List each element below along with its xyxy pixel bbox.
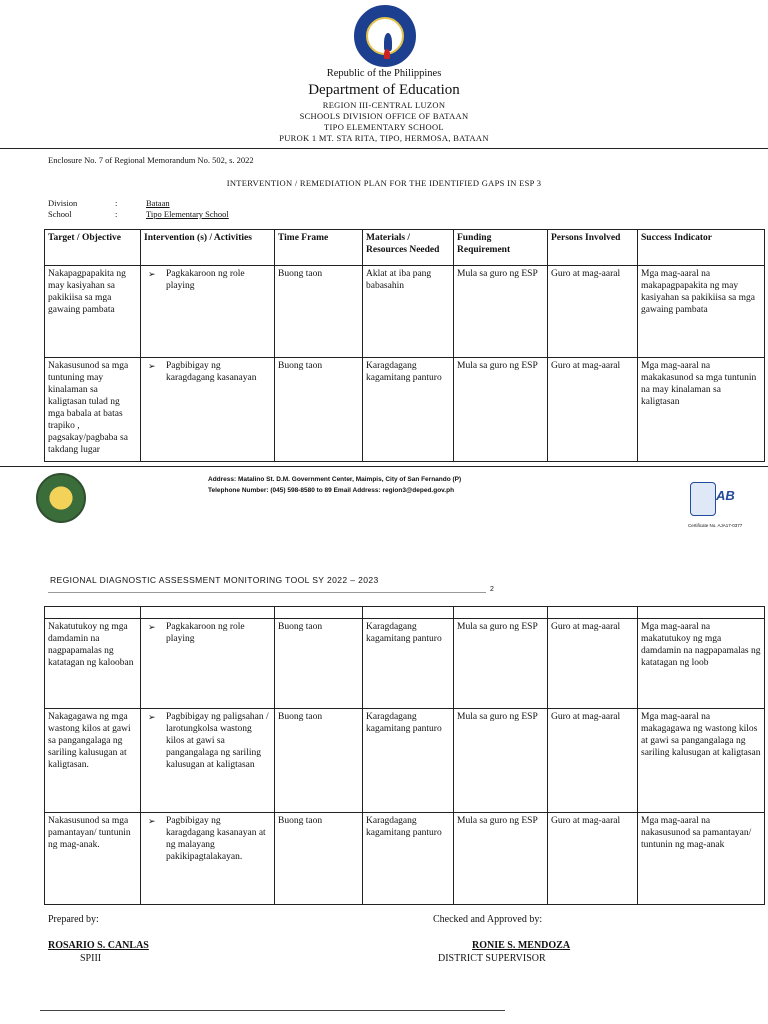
- info-value: Tipo Elementary School: [146, 209, 229, 219]
- cell-indicator: Mga mag-aaral na makapagpapakita ng may kasiyahan sa pakikiisa sa mga gawaing pambata: [638, 266, 765, 358]
- info-colon: :: [115, 198, 118, 208]
- cell-persons: Guro at mag-aaral: [548, 358, 638, 462]
- arrow-bullet-icon: ➢: [148, 816, 156, 826]
- intervention-text: Pagbibigay ng paligsahan / larotungkolsa wastong kilos at gawi sa pangangalaga ng sariling kalusugan at kaligtasan: [166, 712, 269, 770]
- cell-funding: Mula sa guro ng ESP: [454, 813, 548, 905]
- arrow-bullet-icon: ➢: [148, 269, 156, 279]
- cell-time: Buong taon: [275, 619, 363, 709]
- rdam-underline: [48, 592, 486, 593]
- enclosure-text: Enclosure No. 7 of Regional Memorandum No. 502, s. 2022: [48, 155, 254, 165]
- cell-intervention: [141, 619, 275, 709]
- cell-time: Buong taon: [275, 709, 363, 813]
- cell-indicator: Mga mag-aaral na nakasusunod sa pamantayan/ tuntunin ng mag-anak: [638, 813, 765, 905]
- prepared-title: SPIII: [80, 953, 102, 964]
- intervention-text: Pagbibigay ng karagdagang kasanayan: [166, 361, 257, 383]
- footer-address: Address: Matalino St. D.M. Government Center, Maimpis, City of San Fernando (P): [208, 476, 462, 483]
- cell-intervention: [141, 266, 275, 358]
- cell-persons: Guro at mag-aaral: [548, 619, 638, 709]
- arrow-bullet-icon: ➢: [148, 622, 156, 632]
- cell-materials: Karagdagang kagamitang panturo: [363, 813, 454, 905]
- cell-funding: Mula sa guro ng ESP: [454, 619, 548, 709]
- intervention-text: Pagbibigay ng karagdagang kasanayan at ng malayang pakikipagtalakayan.: [166, 816, 266, 862]
- column-header: Target / Objective: [45, 230, 141, 266]
- intervention-text: Pagkakaroon ng role playing: [166, 622, 245, 644]
- intervention-text: Pagkakaroon ng role playing: [166, 269, 245, 291]
- header-divider: [0, 148, 768, 149]
- cell-time: Buong taon: [275, 266, 363, 358]
- info-colon: :: [115, 209, 118, 219]
- rdam-title: REGIONAL DIAGNOSTIC ASSESSMENT MONITORING TOOL SY 2022 – 2023: [50, 575, 379, 585]
- cell-indicator: Mga mag-aaral na makakasunod sa mga tuntunin na may kinalaman sa kaligtasan: [638, 358, 765, 462]
- plan-table-2: [44, 606, 765, 905]
- table-header-row: [45, 607, 765, 619]
- certificate-label: Certificate No. AJA17-0377: [688, 523, 743, 528]
- column-header: Intervention (s) / Activities: [141, 230, 275, 266]
- info-value: Bataan: [146, 198, 170, 208]
- column-header: Time Frame: [275, 230, 363, 266]
- approved-label: Checked and Approved by:: [433, 914, 543, 925]
- cell-persons: Guro at mag-aaral: [548, 813, 638, 905]
- table-row: [45, 813, 765, 905]
- page-number: 2: [490, 586, 494, 593]
- arrow-bullet-icon: ➢: [148, 361, 156, 371]
- school-line: TIPO ELEMENTARY SCHOOL: [324, 122, 444, 132]
- column-header: Funding Requirement: [454, 230, 548, 266]
- regional-seal-icon: [36, 473, 86, 523]
- info-label: Division: [48, 198, 78, 208]
- cell-funding: Mula sa guro ng ESP: [454, 709, 548, 813]
- cell-materials: Karagdagang kagamitang panturo: [363, 709, 454, 813]
- table-row: [45, 266, 765, 358]
- cell-time: Buong taon: [275, 358, 363, 462]
- cell-target: Nakatutukoy ng mga damdamin na nagpapamalas ng katatagan ng kalooban: [45, 619, 141, 709]
- info-school: [48, 209, 348, 221]
- cell-persons: Guro at mag-aaral: [548, 266, 638, 358]
- footer-divider: [0, 466, 768, 467]
- address-line: PUROK 1 MT. STA RITA, TIPO, HERMOSA, BATAAN: [279, 133, 489, 143]
- cell-target: Nakagagawa ng mga wastong kilos at gawi sa pangangalaga ng sariling kalusugan at kaligtasan.: [45, 709, 141, 813]
- column-header: Success Indicator: [638, 230, 765, 266]
- cell-indicator: Mga mag-aaral na makatutukoy ng mga damdamin na nagpapamalas ng katatagan ng loob: [638, 619, 765, 709]
- cell-time: Buong taon: [275, 813, 363, 905]
- prepared-name: ROSARIO S. CANLAS: [48, 940, 149, 951]
- cell-materials: Karagdagang kagamitang panturo: [363, 358, 454, 462]
- cell-target: Nakasusunod sa mga pamantayan/ tuntunin ng mag-anak.: [45, 813, 141, 905]
- table-row: [45, 709, 765, 813]
- column-header: Materials / Resources Needed: [363, 230, 454, 266]
- prepared-label: Prepared by:: [48, 914, 99, 925]
- cell-intervention: [141, 358, 275, 462]
- plan-table-1: [44, 229, 765, 462]
- footer-contact: Telephone Number: (045) 598-8580 to 89 Email Address: region3@deped.gov.ph: [208, 487, 455, 494]
- cell-intervention: [141, 709, 275, 813]
- approved-title: DISTRICT SUPERVISOR: [438, 953, 546, 964]
- plan-title: INTERVENTION / REMEDIATION PLAN FOR THE IDENTIFIED GAPS IN ESP 3: [226, 178, 542, 188]
- cell-target: Nakasusunod sa mga tuntuning may kinalaman sa kaligtasan tulad ng mga babala at batas trapiko , pagsakay/pagbaba sa takdang lugar: [45, 358, 141, 462]
- republic-text: Republic of the Philippines: [326, 68, 442, 79]
- cell-indicator: Mga mag-aaral na makagagawa ng wastong kilos at gawi sa pangangalaga ng sariling kalusugan at kaligtasan: [638, 709, 765, 813]
- table-row: [45, 619, 765, 709]
- region-line: REGION III-CENTRAL LUZON: [322, 100, 446, 110]
- bottom-rule: [40, 1010, 505, 1011]
- table-row: [45, 358, 765, 462]
- cell-funding: Mula sa guro ng ESP: [454, 358, 548, 462]
- cell-funding: Mula sa guro ng ESP: [454, 266, 548, 358]
- deped-seal-icon: [354, 5, 416, 67]
- cell-materials: Aklat at iba pang babasahin: [363, 266, 454, 358]
- table-header-row: [45, 230, 765, 266]
- cell-persons: Guro at mag-aaral: [548, 709, 638, 813]
- cell-materials: Karagdagang kagamitang panturo: [363, 619, 454, 709]
- approved-name: RONIE S. MENDOZA: [472, 940, 571, 951]
- info-label: School: [48, 209, 72, 219]
- cell-intervention: [141, 813, 275, 905]
- cell-target: Nakapagpapakita ng may kasiyahan sa pakikiisa sa mga gawaing pambata: [45, 266, 141, 358]
- division-line: SCHOOLS DIVISION OFFICE OF BATAAN: [299, 111, 469, 121]
- arrow-bullet-icon: ➢: [148, 712, 156, 722]
- ajab-cert-icon: AB: [690, 480, 746, 520]
- department-title: Department of Education: [308, 82, 460, 98]
- column-header: Persons Involved: [548, 230, 638, 266]
